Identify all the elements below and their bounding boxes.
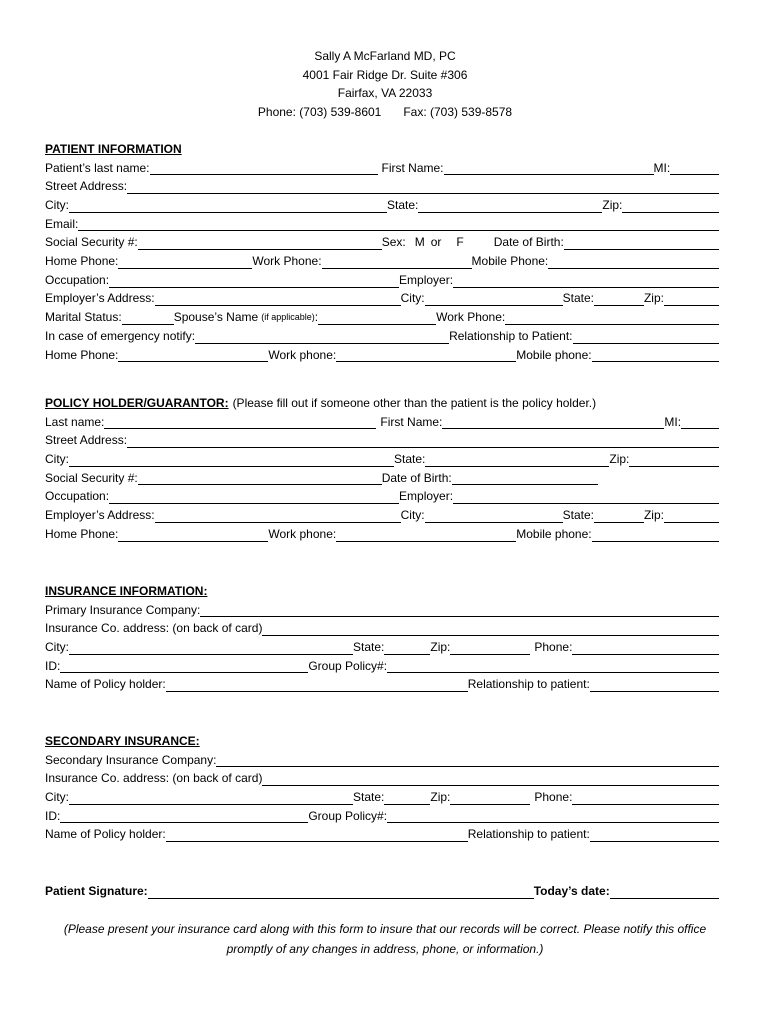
city-label: City: [45, 198, 69, 213]
secondary-holder-label: Name of Policy holder: [45, 827, 166, 842]
guarantor-occupation-field[interactable] [109, 489, 399, 504]
mobile-phone-field[interactable] [548, 254, 719, 269]
primary-company-field[interactable] [200, 602, 719, 617]
guarantor-section-title: POLICY HOLDER/GUARANTOR: [45, 395, 229, 410]
patient-section-title: PATIENT INFORMATION [45, 141, 182, 156]
spouse-field[interactable] [318, 310, 436, 325]
primary-holder-field[interactable] [166, 677, 468, 692]
ssn-field[interactable] [138, 235, 382, 250]
insurance-city-row [45, 638, 719, 657]
emergency-relationship-field[interactable] [573, 329, 720, 344]
guarantor-employer-field[interactable] [453, 489, 719, 504]
date-field[interactable] [610, 884, 719, 899]
practice-fax: Fax: (703) 539-8578 [403, 104, 513, 119]
sex-option-f[interactable]: F [456, 235, 464, 250]
primary-city-label: City: [45, 640, 69, 655]
emergency-home-phone-label: Home Phone: [45, 347, 119, 362]
guarantor-last-name-label: Last name: [45, 414, 105, 429]
mobile-phone-label: Mobile Phone: [471, 254, 549, 269]
primary-city-field[interactable] [69, 640, 353, 655]
practice-header [0, 47, 770, 121]
guarantor-employer-zip-field[interactable] [664, 508, 719, 523]
first-name-field[interactable] [444, 160, 654, 175]
footer-note: (Please present your insurance card along with this form to insure that our records will be correct. Please notify this office promptly of any changes in address, phone, or information.) [63, 922, 707, 956]
primary-state-field[interactable] [384, 640, 430, 655]
emergency-phones-row [45, 346, 719, 365]
secondary-city-field[interactable] [69, 790, 353, 805]
mi-field[interactable] [670, 160, 719, 175]
guarantor-state-label: State: [394, 452, 426, 467]
employer-address-label: Employer’s Address: [45, 291, 155, 306]
practice-address-line1: 4001 Fair Ridge Dr. Suite #306 [302, 67, 468, 82]
guarantor-employer-city-field[interactable] [425, 508, 563, 523]
guarantor-work-phone-field[interactable] [336, 527, 516, 542]
guarantor-employer-address-label: Employer’s Address: [45, 508, 155, 523]
spouse-colon: : [314, 310, 319, 325]
practice-name: Sally A McFarland MD, PC [314, 49, 456, 63]
primary-holder-label: Name of Policy holder: [45, 677, 166, 692]
last-name-label: Patient’s last name: [45, 160, 150, 175]
primary-phone-field[interactable] [572, 640, 719, 655]
guarantor-section [45, 394, 719, 544]
signature-section [45, 882, 719, 901]
street-label: Street Address: [45, 179, 128, 194]
employer-zip-field[interactable] [664, 291, 719, 306]
insurance-holder-row [45, 675, 719, 694]
occupation-row [45, 271, 719, 290]
secondary-id-field[interactable] [60, 808, 308, 823]
marital-field[interactable] [122, 310, 174, 325]
secondary-state-label: State: [353, 790, 385, 805]
secondary-relationship-label: Relationship to patient: [467, 827, 590, 842]
guarantor-work-phone-label: Work phone: [268, 526, 337, 541]
secondary-phone-field[interactable] [572, 790, 719, 805]
dob-field[interactable] [564, 235, 719, 250]
guarantor-ssn-label: Social Security #: [45, 470, 138, 485]
primary-relationship-field[interactable] [590, 677, 719, 692]
occupation-label: Occupation: [45, 272, 110, 287]
secondary-zip-field[interactable] [450, 790, 530, 805]
guarantor-first-name-label: First Name: [380, 414, 443, 429]
guarantor-mobile-phone-field[interactable] [592, 527, 719, 542]
secondary-group-field[interactable] [387, 808, 719, 823]
employer-zip-label: Zip: [643, 291, 664, 306]
patient-name-row [45, 159, 719, 178]
practice-phone: Phone: (703) 539-8601 [257, 104, 382, 119]
guarantor-city-field[interactable] [69, 452, 394, 467]
work-phone-field[interactable] [322, 254, 472, 269]
email-field[interactable] [78, 216, 719, 231]
street-field[interactable] [127, 179, 719, 194]
date-label: Today’s date: [533, 883, 610, 898]
guarantor-street-field[interactable] [127, 433, 719, 448]
primary-group-field[interactable] [387, 658, 719, 673]
primary-company-label: Primary Insurance Company: [45, 602, 201, 617]
home-phone-label: Home Phone: [45, 254, 119, 269]
signature-label: Patient Signature: [45, 883, 148, 898]
primary-zip-label: Zip: [430, 640, 451, 655]
employer-label: Employer: [399, 272, 454, 287]
practice-contact [0, 103, 770, 122]
emergency-work-phone-label: Work phone: [268, 347, 337, 362]
secondary-section-title: SECONDARY INSURANCE: [45, 733, 200, 748]
state-label: State: [387, 198, 419, 213]
primary-relationship-label: Relationship to patient: [467, 677, 590, 692]
employer-city-field[interactable] [425, 291, 563, 306]
secondary-company-field[interactable] [216, 752, 719, 767]
secondary-state-field[interactable] [384, 790, 430, 805]
guarantor-mobile-phone-label: Mobile phone: [516, 526, 592, 541]
if-applicable-note: (if applicable) [261, 312, 315, 323]
spouse-work-phone-label: Work Phone: [436, 310, 506, 325]
phones-row [45, 252, 719, 271]
primary-address-field[interactable] [262, 621, 719, 636]
ssn-row [45, 233, 719, 252]
guarantor-street-row [45, 431, 719, 450]
guarantor-employer-address-field[interactable] [155, 508, 401, 523]
employer-address-row [45, 290, 719, 309]
guarantor-employer-label: Employer: [399, 489, 454, 504]
ssn-label: Social Security #: [45, 235, 138, 250]
primary-id-field[interactable] [60, 658, 308, 673]
guarantor-employer-city-label: City: [400, 508, 425, 523]
secondary-address-label: Insurance Co. address: (on back of card) [45, 771, 263, 786]
guarantor-mi-field[interactable] [681, 414, 719, 429]
secondary-id-row [45, 807, 719, 826]
zip-field[interactable] [622, 198, 719, 213]
secondary-zip-label: Zip: [430, 790, 451, 805]
guarantor-ssn-field[interactable] [138, 470, 382, 485]
secondary-company-row [45, 751, 719, 770]
emergency-row [45, 327, 719, 346]
guarantor-employer-state-label: State: [562, 508, 594, 523]
guarantor-employer-address-row [45, 506, 719, 525]
guarantor-state-field[interactable] [425, 452, 609, 467]
emergency-mobile-phone-label: Mobile phone: [516, 347, 592, 362]
insurance-address-row [45, 619, 719, 638]
signature-field[interactable] [148, 884, 534, 899]
employer-city-label: City: [400, 291, 425, 306]
marital-row [45, 308, 719, 327]
guarantor-employer-zip-label: Zip: [643, 508, 664, 523]
emergency-relationship-label: Relationship to Patient: [449, 328, 573, 343]
guarantor-city-label: City: [45, 452, 69, 467]
secondary-city-row [45, 788, 719, 807]
guarantor-zip-label: Zip: [609, 452, 630, 467]
sex-or-label: or [430, 235, 442, 250]
guarantor-ssn-row [45, 469, 719, 488]
secondary-title-row [45, 732, 719, 751]
guarantor-occupation-row [45, 487, 719, 506]
guarantor-first-name-field[interactable] [442, 414, 664, 429]
email-row [45, 215, 719, 234]
guarantor-title-row [45, 394, 719, 413]
primary-address-label: Insurance Co. address: (on back of card) [45, 621, 263, 636]
first-name-label: First Name: [381, 160, 444, 175]
primary-id-label: ID: [45, 658, 61, 673]
guarantor-zip-field[interactable] [629, 452, 719, 467]
practice-address-line2: Fairfax, VA 22033 [337, 86, 433, 100]
primary-group-label: Group Policy#: [308, 658, 388, 673]
insurance-section-title: INSURANCE INFORMATION: [45, 583, 208, 598]
secondary-address-field[interactable] [262, 771, 719, 786]
spouse-work-phone-field[interactable] [505, 310, 719, 325]
guarantor-street-label: Street Address: [45, 433, 128, 448]
marital-label: Marital Status: [45, 310, 122, 325]
employer-state-field[interactable] [594, 291, 644, 306]
guarantor-name-row [45, 413, 719, 432]
dob-label: Date of Birth: [493, 235, 564, 250]
secondary-phone-label: Phone: [534, 790, 573, 805]
secondary-id-label: ID: [45, 808, 61, 823]
guarantor-instruction: (Please fill out if someone other than the patient is the policy holder.) [232, 395, 597, 410]
guarantor-last-name-field[interactable] [104, 414, 376, 429]
secondary-holder-row [45, 825, 719, 844]
sex-label: Sex: [381, 235, 406, 250]
signature-row [45, 882, 719, 901]
emergency-work-phone-field[interactable] [336, 347, 516, 362]
guarantor-dob-label: Date of Birth: [381, 470, 452, 485]
street-row [45, 177, 719, 196]
guarantor-occupation-label: Occupation: [45, 489, 110, 504]
employer-state-label: State: [562, 291, 594, 306]
occupation-field[interactable] [109, 273, 399, 288]
patient-information-section [45, 140, 719, 364]
section-title-row [45, 140, 719, 159]
insurance-id-row [45, 657, 719, 676]
city-field[interactable] [69, 198, 387, 213]
guarantor-dob-field[interactable] [452, 470, 598, 485]
emergency-home-phone-field[interactable] [118, 347, 268, 362]
secondary-insurance-section [45, 732, 719, 844]
secondary-company-label: Secondary Insurance Company: [45, 752, 217, 767]
guarantor-employer-state-field[interactable] [594, 508, 644, 523]
insurance-company-row [45, 601, 719, 620]
last-name-field[interactable] [150, 160, 378, 175]
work-phone-label: Work Phone: [252, 254, 322, 269]
city-row [45, 196, 719, 215]
spouse-label: Spouse’s Name [173, 310, 259, 325]
primary-zip-field[interactable] [450, 640, 530, 655]
home-phone-field[interactable] [118, 254, 252, 269]
secondary-group-label: Group Policy#: [308, 808, 388, 823]
employer-address-field[interactable] [155, 291, 401, 306]
insurance-section [45, 582, 719, 694]
guarantor-city-row [45, 450, 719, 469]
secondary-relationship-field[interactable] [590, 827, 719, 842]
guarantor-phones-row [45, 525, 719, 544]
guarantor-home-phone-label: Home Phone: [45, 526, 119, 541]
guarantor-mi-label: MI: [664, 414, 682, 429]
emergency-mobile-phone-field[interactable] [592, 347, 719, 362]
emergency-label: In case of emergency notify: [45, 328, 196, 343]
zip-label: Zip: [602, 198, 623, 213]
employer-field[interactable] [453, 273, 719, 288]
primary-phone-label: Phone: [534, 640, 573, 655]
secondary-address-row [45, 769, 719, 788]
primary-state-label: State: [353, 640, 385, 655]
guarantor-home-phone-field[interactable] [118, 527, 268, 542]
emergency-field[interactable] [195, 329, 449, 344]
email-label: Email: [45, 216, 79, 231]
mi-label: MI: [653, 160, 671, 175]
secondary-city-label: City: [45, 790, 69, 805]
secondary-holder-field[interactable] [166, 827, 468, 842]
sex-option-m[interactable]: M [414, 235, 425, 250]
state-field[interactable] [418, 198, 602, 213]
insurance-title-row [45, 582, 719, 601]
